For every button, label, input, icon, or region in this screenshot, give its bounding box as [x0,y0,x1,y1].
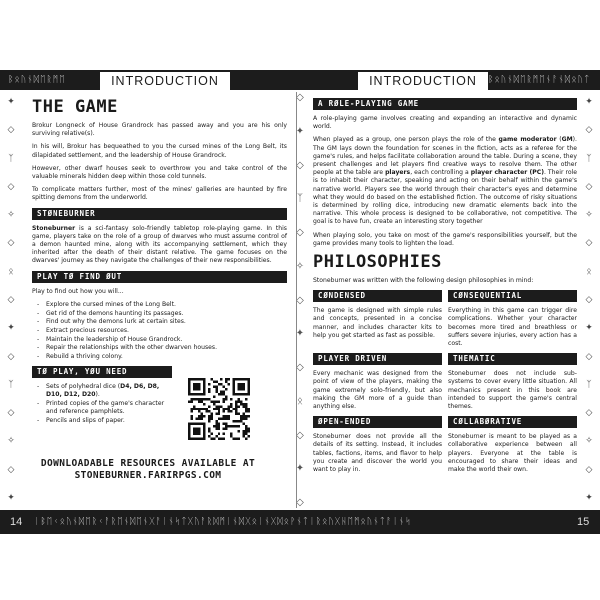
philosophy-open-ended [313,416,442,479]
list-item: - Rebuild a thriving colony. [32,353,287,361]
rpg-text: , each controlling a [410,169,471,177]
philosophy-heading: CØNDENSED [313,290,442,302]
play-intro: Play to find out how you will... [32,287,124,295]
need-block [32,366,172,425]
philosophy-heading: ØPEN-ENDED [313,416,442,428]
the-game-title: THE GAME [32,97,118,117]
list-item: - Pencils and slips of paper. [32,417,172,425]
rpg-text: When played as a group, one person plays the role of the [313,136,499,144]
term-players: players [385,169,411,177]
list-item: - Printed copies of the game's character and reference pamphlets. [32,400,172,416]
philosophy-consequential [448,290,577,353]
list-item: - Repair the relationships with the other dwarven houses. [32,344,287,352]
philosophies-grid [313,290,577,479]
download-url[interactable]: STONEBURNER.FARIRPGS.COM [74,470,222,481]
philosophy-text: Stoneburner does not provide all the details of its setting. Instead, it includes tables, factions, items, and flavor to help you create and discover the world you want to play in. [313,433,442,474]
stoneburner-text: is a sci-fantasy solo-friendly tabletop role-playing game. In this game, players take on the role of a group of dwarves who must assume control of a demon haunted mine, along with its accompanying settlement, which they inherited after the death of their distant relative. The game focuses on the dwarves' journey as they navigate the challenges of their new responsibilities. [32,224,287,265]
header-runes-right: ᛒᛟᚢᚾᛞᛖᚱᛗᛖᚾᚨᚾᛞᛟᚢᛏ [488,75,591,85]
list-item: - Extract precious resources. [32,327,287,335]
game-paragraph-4: To complicate matters further, most of the mines' galleries are haunted by fire spitting demons from the underworld. [32,186,287,202]
term-game-moderator: game moderator [498,136,557,144]
rpg-paragraph-2 [313,136,577,226]
right-page-header-title: INTRODUCTION [358,72,488,90]
stoneburner-heading: STØNEBURNER [32,208,287,220]
philosophy-text: Stoneburner does not include sub-systems to cover every little situation. All mechanics present in this book are intended to support the game's central themes. [448,370,577,411]
philosophy-text: The game is designed with simple rules and concepts, presented in a concise manner, and includes character kits to help you get started as fast as possible. [313,307,442,339]
qr-code-icon[interactable] [188,378,250,440]
spine-ornament: ◇ ✦ ◇ ᛉ ◇ ✧ ◇ ✦ ◇ ᛟ ◇ ✦ ◇ [295,92,305,508]
philosophy-condensed [313,290,442,353]
stoneburner-name: Stoneburner [32,224,76,232]
left-page-number: 14 [10,516,23,528]
philosophy-text: Everything in this game can trigger dire complications. Whether your character becomes more tired and breathless or suffers severe injuries, every action has a cost. [448,307,577,348]
footer-bar [0,510,600,534]
right-page-column [313,98,577,479]
play-list [32,301,287,361]
book-spine [296,92,304,508]
need-dice-text: Sets of polyhedral dice ( [46,383,121,391]
philosophies-title: PHILOSOPHIES [313,252,442,273]
need-dice-end: ). [95,391,100,399]
rpg-paragraph-3: When playing solo, you take on most of the game's responsibilities yourself, but the game provides many tools to lighten the load. [313,231,577,247]
term-player-character: player character (PC) [470,169,544,177]
stoneburner-paragraph [32,225,287,266]
rpg-text: ). The GM lays down the foundation for scenes in the fiction, acts as a referee for the game's rules, and helps facilitate collaboration around the table. During a scene, they present challenges and let players find creative ways to resolve them. The other people at the table are [313,136,577,177]
philosophy-thematic [448,353,577,416]
list-item: - Maintain the leadership of House Grandrock. [32,336,287,344]
list-item [32,383,172,399]
download-line-1: DOWNLOADABLE RESOURCES AVAILABLE AT [40,458,256,469]
philosophy-heading: CØNSEQUENTIAL [448,290,577,302]
term-gm: GM [561,136,573,144]
philosophy-player-driven [313,353,442,416]
header-bar [0,70,600,90]
right-page-number: 15 [577,516,590,528]
left-margin-ornament: ✦ ◇ ᛉ ◇ ✧ ◇ ᛟ ◇ ✦ ◇ ᛉ ◇ ✧ ◇ ✦ [7,97,15,503]
need-list [32,383,172,425]
philosophies-intro: Stoneburner was written with the following design philosophies in mind: [313,277,534,285]
philosophy-text: Every mechanic was designed from the point of view of the players, making the game extremely solo-friendly, but also making the GM more of a guide than anything else. [313,370,442,411]
header-runes-left: ᛒᛟᚢᚾᛞᛖᚱᛗᛖ [8,75,66,85]
game-paragraph-3: However, other dwarf houses seek to overthrow you and take control of the valuable minerals hidden deep within those cold tunnels. [32,164,287,181]
philosophy-collaborative [448,416,577,479]
philosophy-heading: CØLLABØRATIVE [448,416,577,428]
download-banner[interactable] [20,458,276,482]
philosophy-heading: THEMATIC [448,353,577,365]
role-playing-game-heading: A RØLE-PLAYING GAME [313,98,577,110]
philosophy-heading: PLAYER DRIVEN [313,353,442,365]
right-margin-ornament: ✦ ◇ ᛉ ◇ ✧ ◇ ᛟ ◇ ✦ ◇ ᛉ ◇ ✧ ◇ ✦ [585,97,593,503]
dice-list: D4, D6, D8, D10, D12, D20 [46,383,160,399]
list-item: - Get rid of the demons haunting its passages. [32,310,287,318]
left-page-header-title: INTRODUCTION [100,72,230,90]
game-paragraph-2: In his will, Brokur has bequeathed to you the cursed mines of the Long Belt, its dilapidated settlement, and the leadership of House Grandrock. [32,143,287,159]
rpg-paragraph-1: A role-playing game involves creating and expanding an interactive and dynamic world. [313,115,577,131]
philosophy-text: Stoneburner is meant to be played as a collaborative experience between all players. Everyone at the table is encouraged to share their ideas and make the world their own. [448,433,577,474]
list-item: - Find out why the demons lurk at certain sites. [32,318,287,326]
footer-runes: ᛁᛒᛖᚲᛟᚢᚾᛞᛖᚱᚲᚨᚱᛖᚾᛞᛖᚾᚷᚨᛁᚾᛋᛏᚷᚢᚨᚱᛞᛗᛁᚾᛞᚷᛟᛁᚾᚷᛞᛟᚹᚾᛏᛁᚱᛟᚢᚷᚺᛖᛗᛟᚢᚾᛏᚨᛁᚾᛋ [34,517,412,527]
play-to-find-out-heading: PLAY TØ FIND ØUT [32,271,287,283]
rpg-text: ( [556,136,562,144]
game-paragraph-1: Brokur Longneck of House Grandrock has passed away and you are his only surviving relative(s). [32,122,287,138]
to-play-you-need-heading: TØ PLAY, YØU NEED [32,366,172,378]
rpg-text: . Their role is to inhabit their character, speaking and acting on their behalf within the game's narrative world. Players see the world through their character's eyes and determine what they would do based on the established fiction. The outcome of risky situations is determined by rolling dice, introducing new dramatic elements back into the narrative. This whole process is designed to be collaborative, not competitive. The goal is to have fun, create an interesting story together [313,169,577,226]
list-item: - Explore the cursed mines of the Long Belt. [32,301,287,309]
